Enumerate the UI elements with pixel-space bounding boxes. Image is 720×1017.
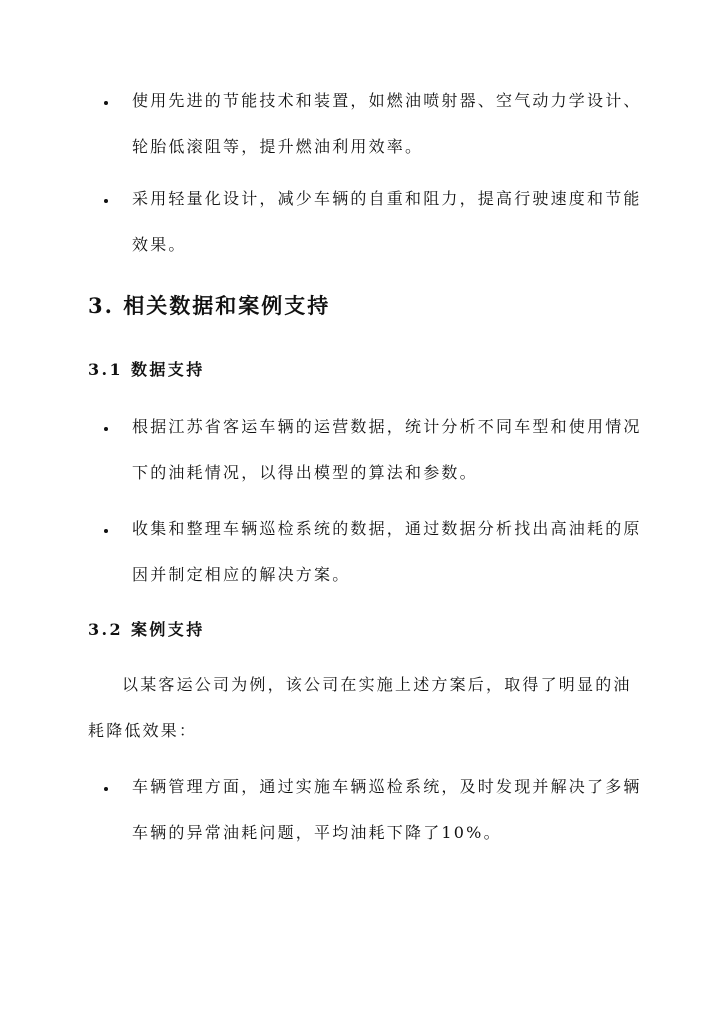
list-item bbox=[104, 516, 644, 598]
list-item-text: 根据江苏省客运车辆的运营数据，统计分析不同车型和使用情况下的油耗情况，以得出模型的算法和参数。 bbox=[132, 417, 642, 482]
bullet-dot bbox=[104, 199, 108, 203]
bullet-dot bbox=[104, 529, 108, 533]
subsection-heading: 3.2 案例支持 bbox=[88, 620, 205, 639]
bullet-dot bbox=[104, 787, 108, 791]
section-heading: 3. 相关数据和案例支持 bbox=[88, 293, 331, 318]
bullet-dot bbox=[104, 101, 108, 105]
list-item-text: 采用轻量化设计，减少车辆的自重和阻力，提高行驶速度和节能效果。 bbox=[132, 189, 642, 254]
list-item bbox=[104, 186, 644, 268]
subsection-heading: 3.1 数据支持 bbox=[88, 360, 205, 379]
list-item-text: 车辆管理方面，通过实施车辆巡检系统，及时发现并解决了多辆车辆的异常油耗问题，平均油耗下降了10%。 bbox=[132, 777, 642, 842]
body-paragraph: 以某客运公司为例，该公司在实施上述方案后，取得了明显的油耗降低效果： bbox=[88, 675, 632, 740]
bullet-dot bbox=[104, 427, 108, 431]
list-item bbox=[104, 88, 644, 170]
list-item bbox=[104, 414, 644, 496]
list-item-text: 收集和整理车辆巡检系统的数据，通过数据分析找出高油耗的原因并制定相应的解决方案。 bbox=[132, 519, 642, 584]
list-item bbox=[104, 774, 644, 856]
list-item-text: 使用先进的节能技术和装置，如燃油喷射器、空气动力学设计、轮胎低滚阻等，提升燃油利用效率。 bbox=[132, 91, 642, 156]
